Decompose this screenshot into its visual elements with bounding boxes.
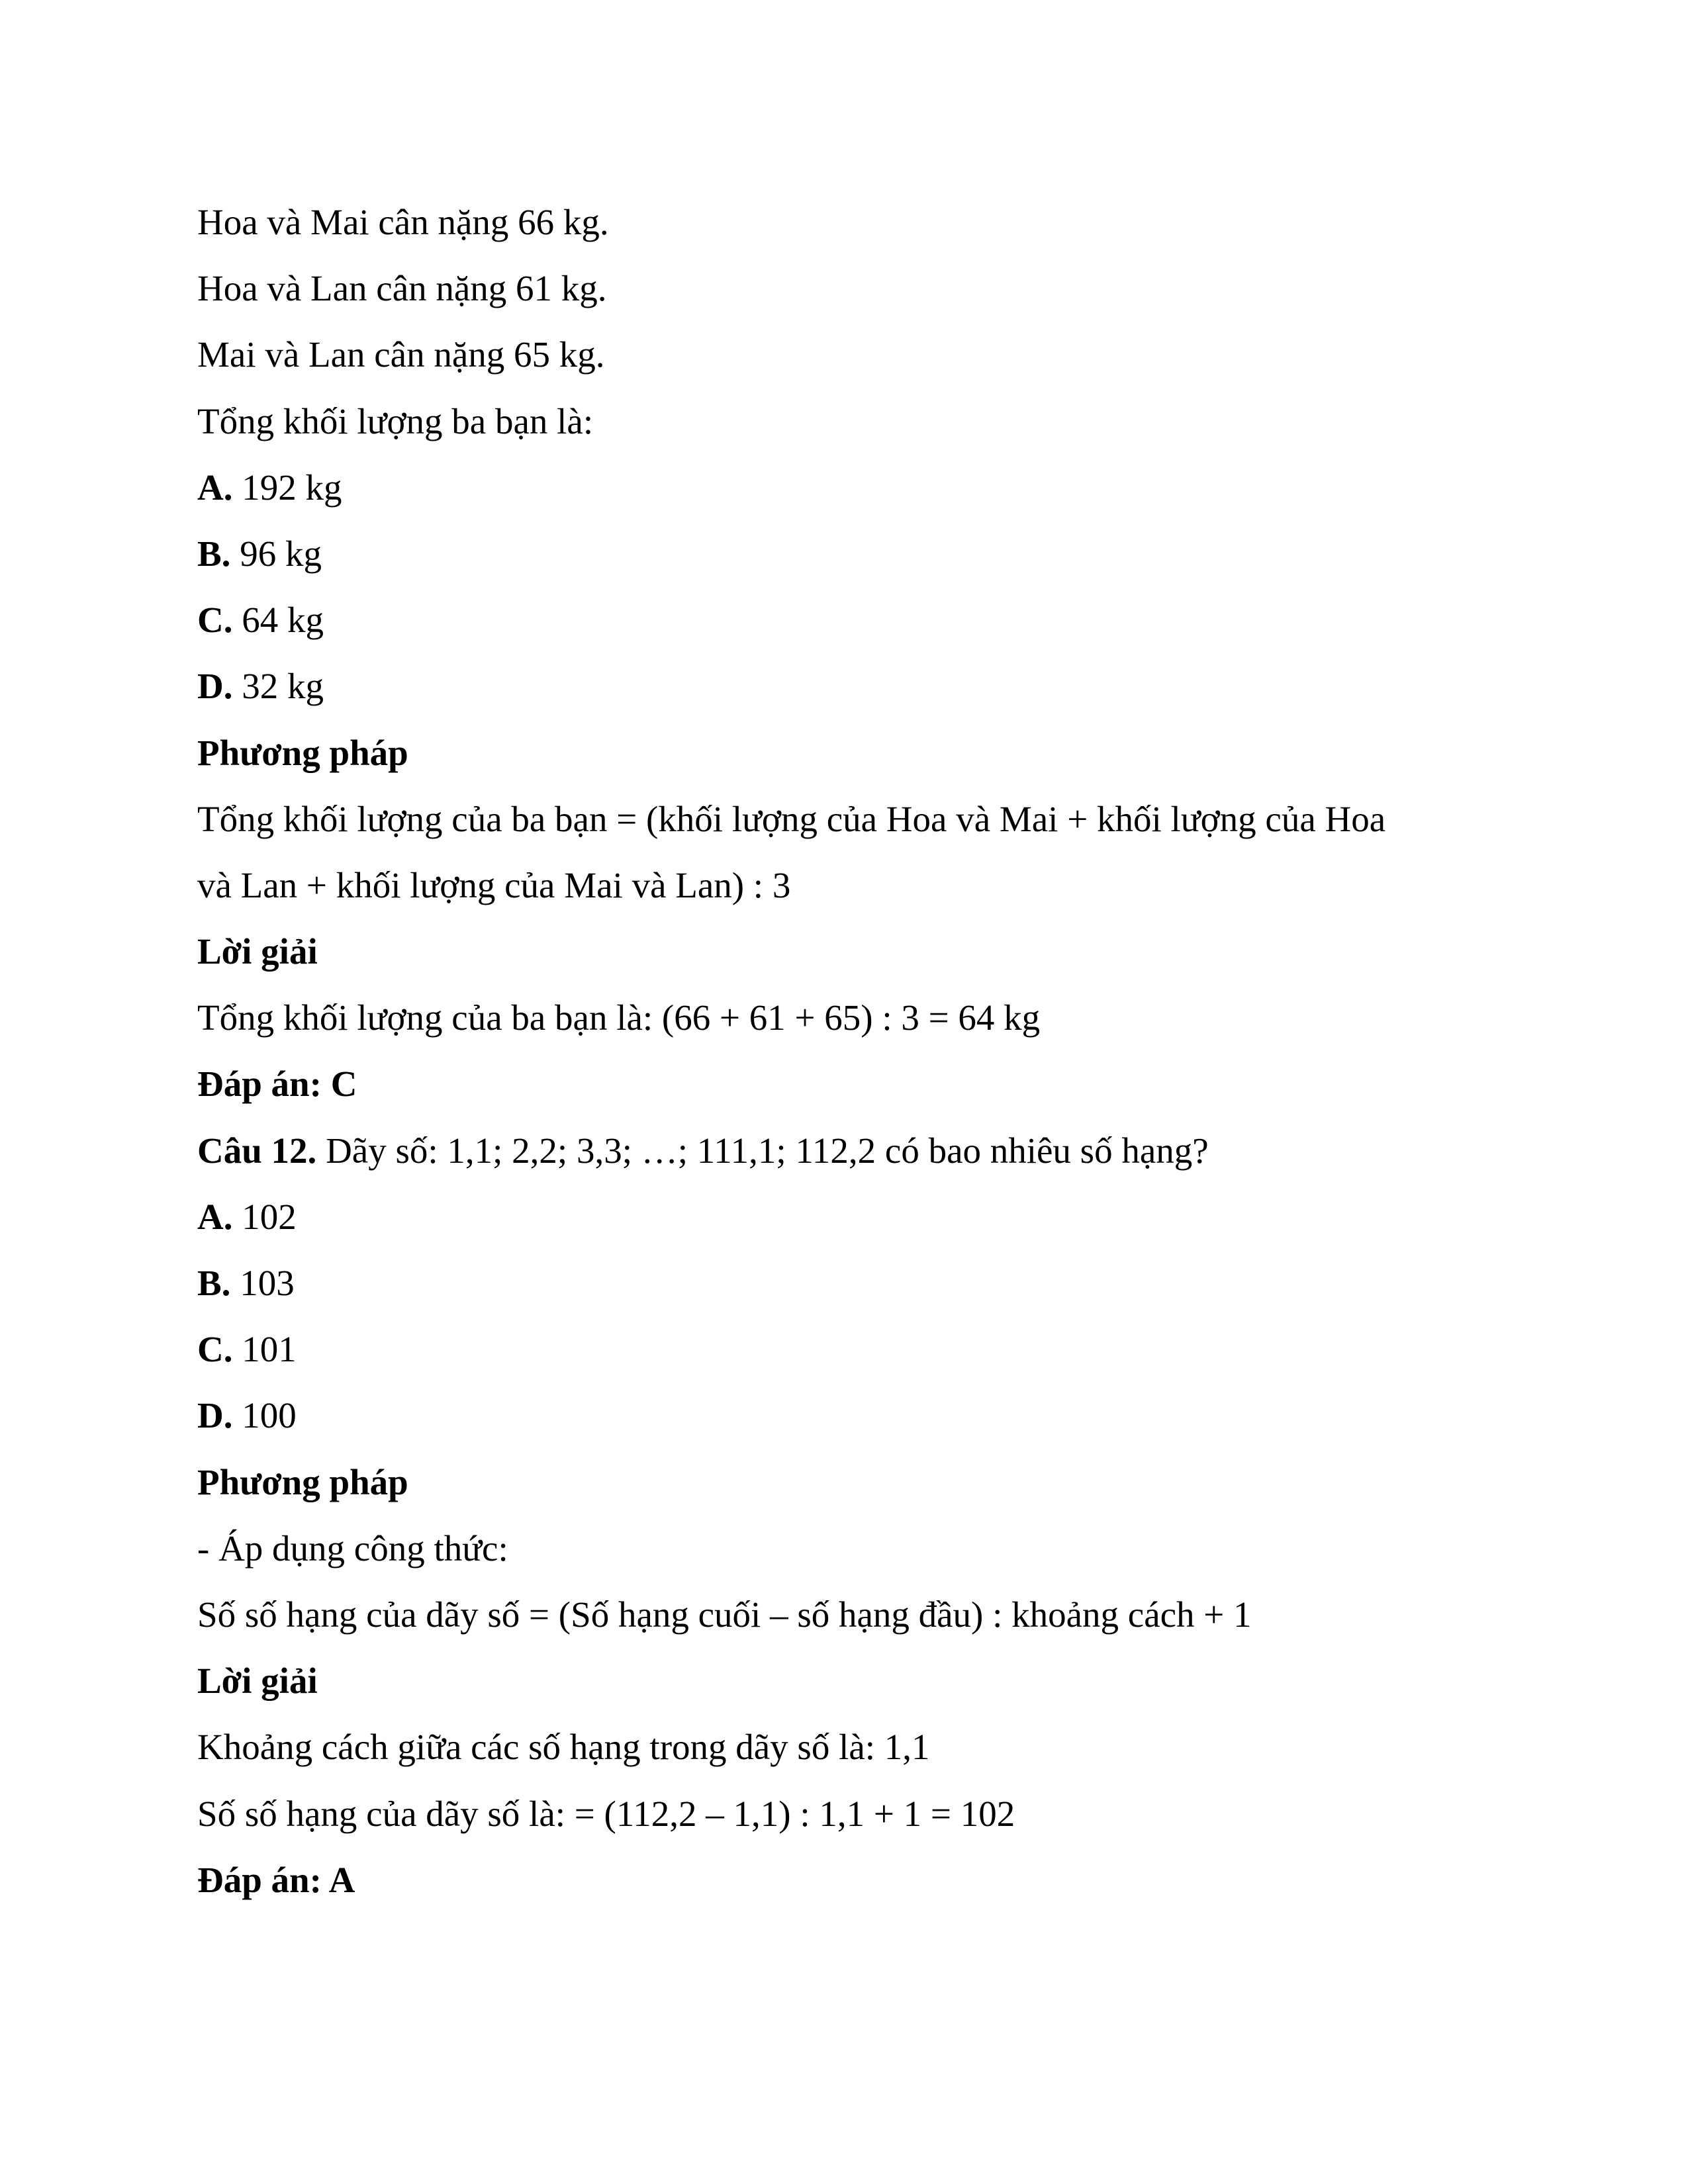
statement-line: Hoa và Mai cân nặng 66 kg. [197, 202, 609, 242]
option-text: 32 kg [232, 666, 324, 707]
option-text: 192 kg [232, 467, 342, 508]
statement-line: Mai và Lan cân nặng 65 kg. [197, 334, 605, 375]
method-line: và Lan + khối lượng của Mai và Lan) : 3 [197, 864, 791, 905]
answer-option-c [197, 1323, 1521, 1389]
answer-line: Đáp án: C [197, 1064, 357, 1105]
document-page [197, 196, 1521, 1920]
option-label: C. [197, 1329, 233, 1370]
answer-option-b [197, 1257, 1521, 1323]
statement-line: Hoa và Lan cân nặng 61 kg. [197, 268, 607, 309]
option-text: 101 [232, 1329, 297, 1370]
solution-line: Khoảng cách giữa các số hạng trong dãy số là: 1,1 [197, 1727, 930, 1768]
method-heading: Phương pháp [197, 1461, 408, 1502]
option-label: A. [197, 1196, 233, 1237]
answer-option-a [197, 1191, 1521, 1257]
method-heading: Phương pháp [197, 732, 408, 773]
question-prompt: Tổng khối lượng ba bạn là: [197, 400, 594, 441]
answer-option-d [197, 1389, 1521, 1455]
option-label: A. [197, 467, 233, 508]
option-text: 96 kg [230, 533, 322, 574]
answer-option-c [197, 594, 1521, 660]
option-label: B. [197, 533, 231, 574]
solution-line: Số số hạng của dãy số là: = (112,2 – 1,1) : 1,1 + 1 = 102 [197, 1793, 1015, 1834]
question-number: Câu 12. [197, 1130, 317, 1171]
option-label: D. [197, 666, 233, 707]
solution-heading: Lời giải [197, 1661, 318, 1702]
question-text: Dãy số: 1,1; 2,2; 3,3; …; 111,1; 112,2 có bao nhiêu số hạng? [316, 1130, 1209, 1171]
solution-line: Tổng khối lượng của ba bạn là: (66 + 61 + 65) : 3 = 64 kg [197, 997, 1041, 1038]
answer-option-d [197, 660, 1521, 726]
option-label: B. [197, 1263, 231, 1303]
answer-option-b [197, 527, 1521, 594]
option-text: 100 [232, 1395, 297, 1436]
answer-line: Đáp án: A [197, 1859, 355, 1900]
method-line: - Áp dụng công thức: [197, 1527, 508, 1569]
option-text: 64 kg [232, 600, 324, 641]
answer-option-a [197, 461, 1521, 527]
option-label: D. [197, 1395, 233, 1436]
question-12 [197, 1124, 1521, 1191]
method-line: Tổng khối lượng của ba bạn = (khối lượng của Hoa và Mai + khối lượng của Hoa [197, 798, 1386, 839]
method-line: Số số hạng của dãy số = (Số hạng cuối – số hạng đầu) : khoảng cách + 1 [197, 1594, 1252, 1635]
solution-heading: Lời giải [197, 931, 318, 972]
option-text: 102 [232, 1196, 297, 1237]
option-text: 103 [230, 1263, 295, 1303]
option-label: C. [197, 600, 233, 641]
